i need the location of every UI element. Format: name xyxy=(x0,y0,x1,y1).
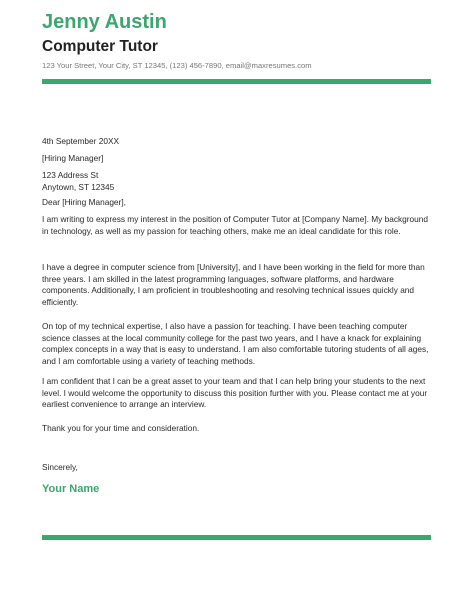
letter-date: 4th September 20XX xyxy=(42,136,120,146)
thanks-line: Thank you for your time and consideration. xyxy=(42,423,200,433)
closing: Sincerely, xyxy=(42,462,78,472)
salutation: Dear [Hiring Manager], xyxy=(42,197,126,207)
contact-info: 123 Your Street, Your City, ST 12345, (123) 456-7890, email@maxresumes.com xyxy=(42,61,312,70)
body-paragraph: On top of my technical expertise, I also have a passion for teaching. I have been teaching computer science classes at the local community college for the past two years, and I have a knack for explaining complex concepts in a way that is easy to understand. I am also comfortable tutoring students of all ages, and I am comfortable using a variety of teaching methods. xyxy=(42,321,429,366)
footer-divider xyxy=(42,535,431,540)
header-divider xyxy=(42,79,431,84)
job-title: Computer Tutor xyxy=(42,38,158,55)
recipient-name: [Hiring Manager] xyxy=(42,153,104,163)
address-line-1: 123 Address St xyxy=(42,170,99,180)
body-paragraph: I am writing to express my interest in the position of Computer Tutor at [Company Name]. My background in technology, as well as my passion for teaching others, make me an ideal candidate for this role. xyxy=(42,214,428,236)
body-paragraph: I am confident that I can be a great asset to your team and that I can help bring your students to the next level. I would welcome the opportunity to discuss this position further with you. Please contact me at your earliest convenience to arrange an interview. xyxy=(42,376,428,409)
body-paragraph: I have a degree in computer science from [University], and I have been working in the field for more than three years. I am skilled in the latest programming languages, software platforms, and hardware components. Additionally, I am proficient in troubleshooting and resolving technical issues quickly and efficiently. xyxy=(42,262,425,307)
applicant-name: Jenny Austin xyxy=(42,11,167,33)
recipient-address xyxy=(42,170,434,193)
address-line-2: Anytown, ST 12345 xyxy=(42,181,115,192)
signature-name: Your Name xyxy=(42,483,100,495)
